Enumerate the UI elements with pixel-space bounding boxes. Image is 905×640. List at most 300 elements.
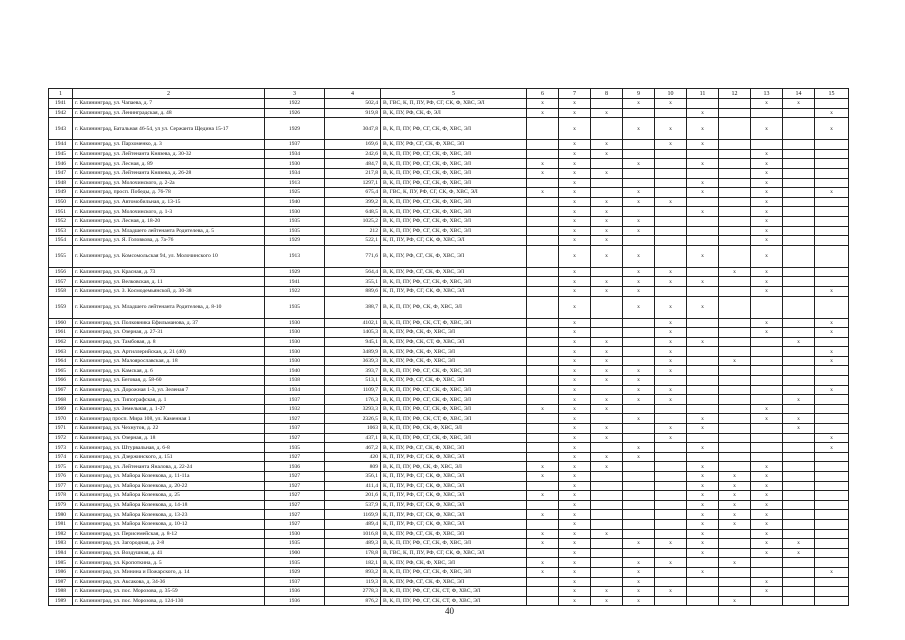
- area-cell: 1297,1: [325, 178, 381, 188]
- mark-cell: [687, 149, 719, 159]
- mark-cell: [687, 197, 719, 207]
- mark-cell: [591, 188, 623, 198]
- mark-cell: [783, 376, 815, 386]
- mark-cell: х: [591, 207, 623, 217]
- mark-cell: х: [559, 207, 591, 217]
- row-number-cell: 1952: [49, 216, 73, 226]
- mark-cell: [783, 596, 815, 606]
- table-row: [49, 356, 849, 366]
- elements-cell: В, К, П, ПУ, РФ, СГ, СК, Ф, ХВС, ЭЛ: [381, 216, 527, 226]
- mark-cell: [815, 149, 849, 159]
- mark-cell: [815, 472, 849, 482]
- mark-cell: [751, 108, 783, 118]
- mark-cell: [783, 587, 815, 597]
- elements-cell: В, К, П, ПУ, РФ, СК, Ф, ХВС, ЭЛ: [381, 462, 527, 472]
- address-cell: г. Калининград, ул. Дзержинского, д. 151: [73, 452, 265, 462]
- table-row: [49, 118, 849, 140]
- address-cell: г. Калининград, ул. Автомобильная, д. 13-15: [73, 197, 265, 207]
- mark-cell: х: [815, 118, 849, 140]
- elements-cell: В, К, П, ПУ, РФ, СГ, СК, Ф, ХВС, ЭЛ: [381, 168, 527, 178]
- row-number-cell: 1976: [49, 472, 73, 482]
- year-cell: 1929: [265, 567, 325, 577]
- address-cell: г. Калининград, ул. Чапаева, д. 7: [73, 99, 265, 109]
- mark-cell: [719, 587, 751, 597]
- mark-cell: х: [719, 267, 751, 277]
- address-cell: г. Калининград, ул. Озерная, д. 18: [73, 433, 265, 443]
- elements-cell: В, К, ПУ, РФ, СГ, СК, Ф, ХВС, ЭЛ: [381, 443, 527, 453]
- row-number-cell: 1954: [49, 236, 73, 246]
- elements-cell: В, К, П, ПУ, РФ, СГ, СК, Ф, ХВС, ЭЛ: [381, 207, 527, 217]
- mark-cell: х: [591, 395, 623, 405]
- mark-cell: х: [815, 385, 849, 395]
- row-number-cell: 1944: [49, 140, 73, 150]
- mark-cell: [655, 168, 687, 178]
- mark-cell: х: [719, 519, 751, 529]
- mark-cell: [623, 529, 655, 539]
- mark-cell: [527, 452, 559, 462]
- mark-cell: х: [623, 216, 655, 226]
- table-row: [49, 108, 849, 118]
- mark-cell: х: [559, 347, 591, 357]
- mark-cell: [719, 328, 751, 338]
- mark-cell: х: [623, 558, 655, 568]
- mark-cell: х: [623, 267, 655, 277]
- mark-cell: [719, 452, 751, 462]
- address-cell: г. Калининград, ул. З. Космодемьянской, д. 30-38: [73, 286, 265, 296]
- mark-cell: [591, 519, 623, 529]
- mark-cell: х: [751, 267, 783, 277]
- mark-cell: х: [559, 529, 591, 539]
- row-number-cell: 1969: [49, 404, 73, 414]
- mark-cell: [815, 414, 849, 424]
- address-cell: г. Калининград, ул. Комсомольская 94, ул. Молочинского 10: [73, 245, 265, 267]
- mark-cell: х: [655, 366, 687, 376]
- mark-cell: х: [687, 337, 719, 347]
- mark-cell: х: [559, 149, 591, 159]
- mark-cell: х: [591, 108, 623, 118]
- mark-cell: [719, 395, 751, 405]
- mark-cell: х: [687, 519, 719, 529]
- mark-cell: [783, 318, 815, 328]
- table-row: [49, 245, 849, 267]
- table-row: [49, 414, 849, 424]
- mark-cell: х: [559, 452, 591, 462]
- mark-cell: х: [751, 178, 783, 188]
- area-cell: 1405,3: [325, 328, 381, 338]
- mark-cell: х: [559, 328, 591, 338]
- area-cell: 169,6: [325, 140, 381, 150]
- mark-cell: [783, 500, 815, 510]
- elements-cell: В, К, ПУ, РФ, СГ, СК, Ф, ХВС, ЭЛ: [381, 245, 527, 267]
- address-cell: г. Калининград просп. Мира 108, ул. Каменная 1: [73, 414, 265, 424]
- mark-cell: х: [527, 188, 559, 198]
- mark-cell: [655, 414, 687, 424]
- mark-cell: [527, 385, 559, 395]
- mark-cell: [527, 587, 559, 597]
- mark-cell: х: [623, 376, 655, 386]
- mark-cell: [591, 510, 623, 520]
- mark-cell: х: [655, 140, 687, 150]
- mark-cell: [687, 433, 719, 443]
- mark-cell: [687, 328, 719, 338]
- mark-cell: х: [527, 567, 559, 577]
- row-number-cell: 1988: [49, 587, 73, 597]
- mark-cell: х: [751, 188, 783, 198]
- mark-cell: [783, 328, 815, 338]
- mark-cell: [751, 558, 783, 568]
- mark-cell: х: [559, 168, 591, 178]
- mark-cell: [527, 596, 559, 606]
- address-cell: г. Калининград, ул. Майора Козенкова, д. 10-12: [73, 519, 265, 529]
- row-number-cell: 1943: [49, 118, 73, 140]
- mark-cell: х: [751, 277, 783, 287]
- address-cell: г. Калининград, ул. Дорожная 1-3, ул. Зеленая 7: [73, 385, 265, 395]
- mark-cell: [655, 443, 687, 453]
- mark-cell: [655, 108, 687, 118]
- mark-cell: х: [655, 318, 687, 328]
- mark-cell: [719, 462, 751, 472]
- year-cell: 1935: [265, 443, 325, 453]
- area-cell: 3489,9: [325, 347, 381, 357]
- mark-cell: х: [751, 404, 783, 414]
- address-cell: г. Калининград, ул. пос. Морозова, д. 124-130: [73, 596, 265, 606]
- mark-cell: х: [591, 356, 623, 366]
- mark-cell: х: [783, 414, 815, 424]
- mark-cell: [655, 207, 687, 217]
- column-header: 8: [591, 89, 623, 99]
- mark-cell: [687, 168, 719, 178]
- mark-cell: [783, 108, 815, 118]
- address-cell: г. Калининград, ул. Тамбовая, д. 8: [73, 337, 265, 347]
- mark-cell: х: [655, 424, 687, 434]
- year-cell: 1934: [265, 168, 325, 178]
- area-cell: 411,4: [325, 481, 381, 491]
- mark-cell: [655, 188, 687, 198]
- area-cell: 513,1: [325, 376, 381, 386]
- mark-cell: [591, 558, 623, 568]
- elements-cell: В, К, П, ПУ, РФ, СГ, СК, Ф, ХВС, ЭЛ: [381, 149, 527, 159]
- mark-cell: [527, 296, 559, 318]
- area-cell: 393,7: [325, 366, 381, 376]
- table-row: [49, 558, 849, 568]
- mark-cell: х: [751, 226, 783, 236]
- mark-cell: х: [719, 558, 751, 568]
- mark-cell: х: [623, 118, 655, 140]
- mark-cell: х: [815, 347, 849, 357]
- mark-cell: х: [623, 443, 655, 453]
- mark-cell: х: [623, 539, 655, 549]
- mark-cell: х: [559, 318, 591, 328]
- year-cell: 1929: [265, 267, 325, 277]
- mark-cell: х: [655, 356, 687, 366]
- address-cell: г. Калининград, ул. Кропоткина, д. 5: [73, 558, 265, 568]
- mark-cell: х: [687, 207, 719, 217]
- mark-cell: х: [591, 462, 623, 472]
- address-cell: г. Калининград, ул. Земельная, д. 1-27: [73, 404, 265, 414]
- row-number-cell: 1978: [49, 491, 73, 501]
- elements-cell: К, П, ПУ, РФ, СГ, СК, Ф, ХВС, ЭЛ: [381, 500, 527, 510]
- mark-cell: [687, 356, 719, 366]
- table-row: [49, 376, 849, 386]
- column-header: 14: [783, 89, 815, 99]
- mark-cell: х: [815, 433, 849, 443]
- row-number-cell: 1957: [49, 277, 73, 287]
- elements-cell: В, К, ПУ, РФ, СГ, СК, Ф, ХВС, ЭЛ: [381, 577, 527, 587]
- mark-cell: х: [559, 519, 591, 529]
- mark-cell: х: [591, 347, 623, 357]
- mark-cell: [815, 577, 849, 587]
- area-cell: 675,4: [325, 188, 381, 198]
- elements-cell: В, К, П, ПУ, РФ, СК, Ф, ХВС, ЭЛ: [381, 424, 527, 434]
- mark-cell: [783, 267, 815, 277]
- mark-cell: [527, 347, 559, 357]
- address-cell: г. Калининград, ул. Младшего лейтенанта Родителева, д. 8-10: [73, 296, 265, 318]
- mark-cell: [623, 519, 655, 529]
- mark-cell: х: [623, 587, 655, 597]
- area-cell: 119,3: [325, 577, 381, 587]
- mark-cell: х: [591, 216, 623, 226]
- address-cell: г. Калининград, ул. Штурвальная, д. 6-8: [73, 443, 265, 453]
- mark-cell: х: [559, 385, 591, 395]
- table-row: [49, 328, 849, 338]
- mark-cell: х: [751, 548, 783, 558]
- mark-cell: х: [687, 140, 719, 150]
- elements-cell: В, ГВС, К, П, ПУ, РФ, СГ, СК, Ф, ХВС, ЭЛ: [381, 548, 527, 558]
- mark-cell: [527, 178, 559, 188]
- mark-cell: х: [655, 118, 687, 140]
- elements-cell: К, П, ПУ, РФ, СГ, СК, Ф, ХВС, ЭЛ: [381, 510, 527, 520]
- year-cell: 1927: [265, 472, 325, 482]
- elements-cell: К, П, ПУ, РФ, СГ, СК, Ф, ХВС, ЭЛ: [381, 286, 527, 296]
- year-cell: 1936: [265, 596, 325, 606]
- mark-cell: х: [687, 108, 719, 118]
- year-cell: 1930: [265, 347, 325, 357]
- mark-cell: х: [687, 424, 719, 434]
- mark-cell: [655, 404, 687, 414]
- mark-cell: [527, 366, 559, 376]
- mark-cell: х: [591, 140, 623, 150]
- mark-cell: х: [559, 472, 591, 482]
- mark-cell: х: [623, 296, 655, 318]
- address-cell: г. Калининград, ул. Малоярославская, д. 18: [73, 356, 265, 366]
- mark-cell: [815, 548, 849, 558]
- year-cell: 1930: [265, 356, 325, 366]
- mark-cell: [655, 149, 687, 159]
- elements-cell: В, К, ПУ, РФ, СГ, СК, Ф, ХВС, ЭЛ: [381, 529, 527, 539]
- row-number-cell: 1979: [49, 500, 73, 510]
- column-header: 4: [325, 89, 381, 99]
- mark-cell: [719, 178, 751, 188]
- mark-cell: [751, 376, 783, 386]
- mark-cell: х: [559, 99, 591, 109]
- mark-cell: [783, 462, 815, 472]
- mark-cell: х: [687, 178, 719, 188]
- mark-cell: х: [623, 159, 655, 169]
- table-row: [49, 548, 849, 558]
- year-cell: 1930: [265, 529, 325, 539]
- mark-cell: [527, 356, 559, 366]
- table-row: [49, 567, 849, 577]
- mark-cell: [783, 433, 815, 443]
- mark-cell: х: [591, 197, 623, 207]
- mark-cell: х: [591, 366, 623, 376]
- address-cell: г. Калининград, ул. Чехнутов, д. 22: [73, 424, 265, 434]
- mark-cell: х: [687, 188, 719, 198]
- area-cell: 176,3: [325, 395, 381, 405]
- mark-cell: [655, 596, 687, 606]
- row-number-cell: 1967: [49, 385, 73, 395]
- year-cell: 1926: [265, 108, 325, 118]
- area-cell: 467,2: [325, 443, 381, 453]
- mark-cell: [815, 366, 849, 376]
- mark-cell: х: [591, 452, 623, 462]
- table-row: [49, 168, 849, 178]
- area-cell: 4102,1: [325, 318, 381, 328]
- mark-cell: х: [591, 149, 623, 159]
- mark-cell: х: [655, 395, 687, 405]
- year-cell: 1940: [265, 366, 325, 376]
- mark-cell: [719, 277, 751, 287]
- mark-cell: [783, 558, 815, 568]
- mark-cell: х: [591, 337, 623, 347]
- mark-cell: х: [751, 481, 783, 491]
- year-cell: 1927: [265, 452, 325, 462]
- elements-cell: В, К, П, ПУ, РФ, СГ, СК, Ф, ХВС, ЭЛ: [381, 277, 527, 287]
- mark-cell: х: [751, 587, 783, 597]
- mark-cell: [783, 168, 815, 178]
- elements-cell: В, К, П, ПУ, РФ, СК, СТ, Ф, ХВС, ЭЛ: [381, 414, 527, 424]
- mark-cell: [783, 366, 815, 376]
- mark-cell: х: [591, 433, 623, 443]
- elements-cell: В, К, ПУ, РФ, СГ, СК, Ф, ХВС, ЭЛ: [381, 267, 527, 277]
- address-cell: г. Калининград, ул. Красная, д. 73: [73, 267, 265, 277]
- mark-cell: [687, 366, 719, 376]
- mark-cell: [719, 159, 751, 169]
- year-cell: 1927: [265, 414, 325, 424]
- area-cell: 1016,8: [325, 529, 381, 539]
- mark-cell: [527, 207, 559, 217]
- mark-cell: [591, 539, 623, 549]
- elements-cell: В, К, П, ПУ, РФ, СГ, СК, Ф, ХВС, ЭЛ: [381, 395, 527, 405]
- mark-cell: [783, 356, 815, 366]
- area-cell: 399,2: [325, 197, 381, 207]
- mark-cell: [655, 491, 687, 501]
- column-header: 9: [623, 89, 655, 99]
- mark-cell: х: [751, 168, 783, 178]
- elements-cell: В, К, П, ПУ, РФ, СГ, СК, Ф, ХВС, ЭЛ: [381, 433, 527, 443]
- mark-cell: [655, 245, 687, 267]
- mark-cell: х: [815, 356, 849, 366]
- mark-cell: х: [655, 277, 687, 287]
- mark-cell: [783, 216, 815, 226]
- address-cell: г. Калининград, ул. Младшего лейтенанта Родителева, д. 5: [73, 226, 265, 236]
- mark-cell: [527, 395, 559, 405]
- mark-cell: х: [559, 159, 591, 169]
- address-cell: г. Калининград, ул. Беговая, д. 58-60: [73, 376, 265, 386]
- mark-cell: х: [751, 510, 783, 520]
- mark-cell: [623, 178, 655, 188]
- mark-cell: х: [559, 376, 591, 386]
- mark-cell: х: [559, 567, 591, 577]
- year-cell: 1913: [265, 245, 325, 267]
- table-row: [49, 462, 849, 472]
- mark-cell: х: [751, 472, 783, 482]
- row-number-cell: 1949: [49, 188, 73, 198]
- mark-cell: х: [623, 197, 655, 207]
- mark-cell: [687, 587, 719, 597]
- mark-cell: [687, 99, 719, 109]
- mark-cell: х: [687, 481, 719, 491]
- mark-cell: х: [815, 567, 849, 577]
- address-cell: г. Калининград, ул. Аксакова, д. 34-36: [73, 577, 265, 587]
- address-cell: г. Калининград, ул. Полковника Ефильманова, д. 37: [73, 318, 265, 328]
- mark-cell: х: [687, 539, 719, 549]
- mark-cell: [783, 296, 815, 318]
- area-cell: 771,6: [325, 245, 381, 267]
- mark-cell: х: [655, 99, 687, 109]
- row-number-cell: 1987: [49, 577, 73, 587]
- mark-cell: х: [687, 491, 719, 501]
- row-number-cell: 1960: [49, 318, 73, 328]
- mark-cell: [623, 510, 655, 520]
- page-number: 40: [445, 606, 454, 616]
- year-cell: 1930: [265, 159, 325, 169]
- mark-cell: [751, 567, 783, 577]
- address-cell: г. Калининград, ул. Молочинского, д. 1-3: [73, 207, 265, 217]
- mark-cell: [591, 296, 623, 318]
- year-cell: 1925: [265, 188, 325, 198]
- table-row: [49, 296, 849, 318]
- mark-cell: [815, 236, 849, 246]
- mark-cell: [655, 472, 687, 482]
- mark-cell: [719, 404, 751, 414]
- mark-cell: [751, 424, 783, 434]
- mark-cell: [719, 424, 751, 434]
- mark-cell: х: [623, 577, 655, 587]
- area-cell: 242,6: [325, 149, 381, 159]
- mark-cell: х: [719, 510, 751, 520]
- mark-cell: х: [559, 286, 591, 296]
- mark-cell: х: [783, 337, 815, 347]
- mark-cell: х: [559, 548, 591, 558]
- mark-cell: [815, 226, 849, 236]
- mark-cell: [687, 395, 719, 405]
- mark-cell: [623, 462, 655, 472]
- elements-cell: В, К, ПУ, РФ, СК, Ф, ХВС, ЭЛ: [381, 347, 527, 357]
- table-row: [49, 140, 849, 150]
- mark-cell: [591, 567, 623, 577]
- area-cell: 178,8: [325, 548, 381, 558]
- table-row: [49, 286, 849, 296]
- area-cell: 489,4: [325, 519, 381, 529]
- mark-cell: [815, 481, 849, 491]
- mark-cell: [527, 118, 559, 140]
- mark-cell: [655, 567, 687, 577]
- address-cell: г. Калининград, ул. Лейтенанта Яналова, д. 22-24: [73, 462, 265, 472]
- year-cell: 1936: [265, 462, 325, 472]
- mark-cell: [527, 226, 559, 236]
- year-cell: 1927: [265, 519, 325, 529]
- address-cell: г. Калининград, ул. Минина и Пожарского, д. 14: [73, 567, 265, 577]
- column-header: 7: [559, 89, 591, 99]
- mark-cell: х: [559, 118, 591, 140]
- mark-cell: х: [655, 558, 687, 568]
- mark-cell: [623, 548, 655, 558]
- year-cell: 1937: [265, 577, 325, 587]
- row-number-cell: 1966: [49, 376, 73, 386]
- mark-cell: х: [527, 539, 559, 549]
- mark-cell: х: [623, 188, 655, 198]
